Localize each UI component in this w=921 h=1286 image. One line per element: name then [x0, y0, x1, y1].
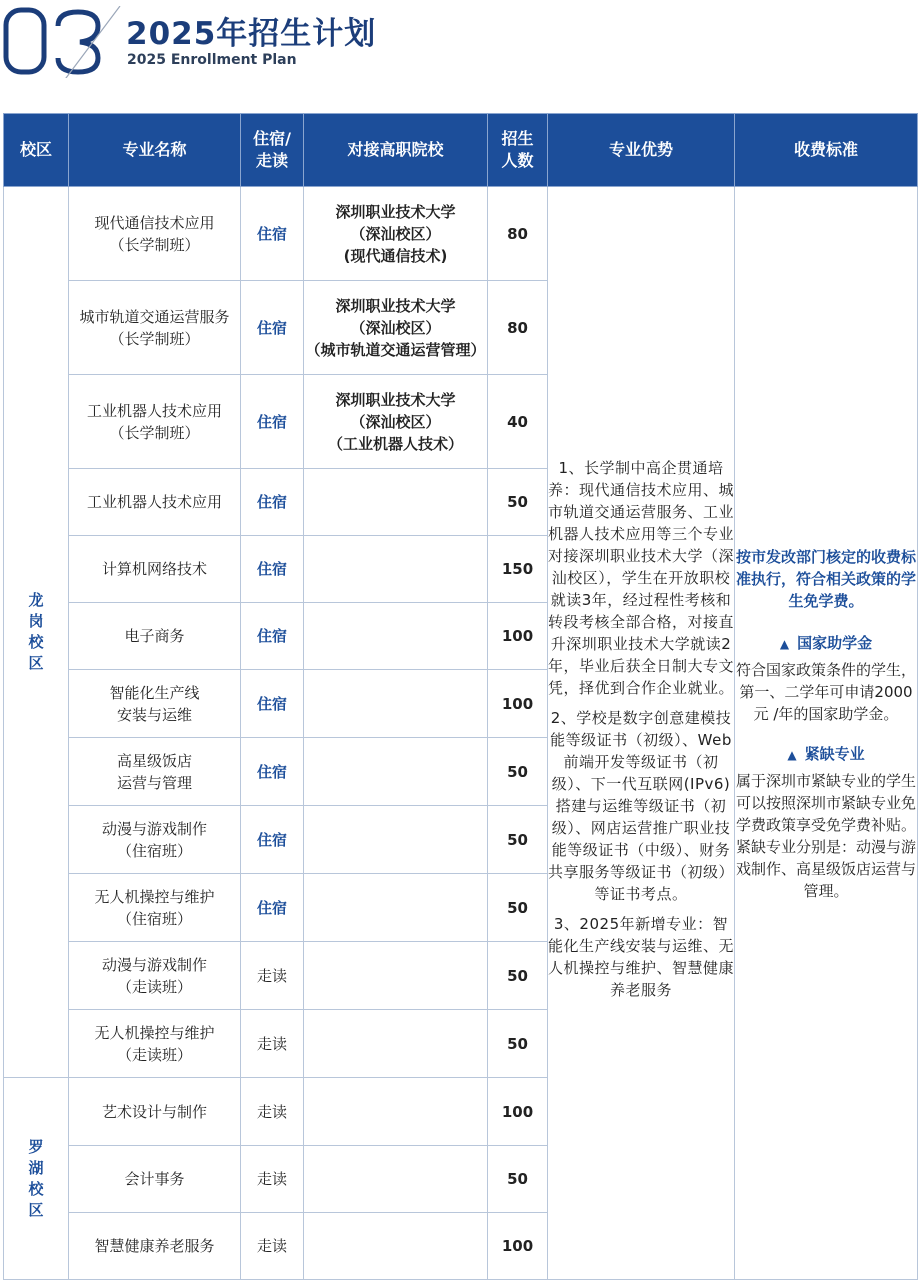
mode-cell: 住宿 [241, 603, 304, 670]
count-cell: 40 [488, 375, 548, 469]
table-header-row [4, 114, 918, 187]
major-line: 无人机操控与维护 [94, 1023, 215, 1042]
shortage-text: 属于深圳市紧缺专业的学生可以按照深圳市紧缺专业免学费政策享受免学费补贴。紧缺专业分别是：动漫与游戏制作、高星级饭店运营与管理。 [735, 772, 916, 900]
major-cell [69, 1078, 241, 1146]
mode-cell: 住宿 [241, 806, 304, 874]
table-row [4, 187, 918, 281]
college-cell [304, 375, 488, 469]
major-line: 会计事务 [124, 1170, 185, 1188]
col-header-advantage: 专业优势 [548, 114, 735, 187]
mode-cell: 走读 [241, 1146, 304, 1213]
major-cell [69, 469, 241, 536]
major-line: 高星级饭店 [116, 751, 192, 770]
major-cell [69, 281, 241, 375]
major-line: 现代通信技术应用 [94, 213, 215, 232]
college-line: （深汕校区） [350, 412, 441, 431]
major-cell [69, 874, 241, 942]
major-line: 运营与管理 [116, 773, 192, 792]
college-line: （深汕校区） [350, 318, 441, 337]
college-cell [304, 806, 488, 874]
major-cell [69, 942, 241, 1010]
college-cell [304, 281, 488, 375]
college-line: （工业机器人技术） [327, 434, 463, 453]
advantage-paragraph: 1、长学制中高企贯通培养：现代通信技术应用、城市轨道交通运营服务、工业机器人技术应用等三个专业对接深圳职业技术大学（深汕校区），学生在开放职校就读3年，经过程性考核和转段考核全部合格，对接直升深圳职业技术大学就读2年，毕业后获全日制大专文凭，择优到合作企业就业。 [548, 459, 735, 697]
count-cell: 50 [488, 738, 548, 806]
major-line: 无人机操控与维护 [94, 887, 215, 906]
major-line: 动漫与游戏制作 [101, 819, 207, 838]
count-cell: 50 [488, 942, 548, 1010]
count-cell: 100 [488, 603, 548, 670]
aid-heading [735, 632, 917, 655]
count-cell: 80 [488, 187, 548, 281]
page-subtitle: 2025 Enrollment Plan [127, 52, 297, 68]
mode-cell: 走读 [241, 1010, 304, 1078]
count-cell: 100 [488, 1213, 548, 1280]
mode-cell: 住宿 [241, 874, 304, 942]
major-line: 工业机器人技术应用 [86, 401, 222, 420]
major-line: 智慧健康养老服务 [94, 1237, 215, 1255]
major-line: 动漫与游戏制作 [101, 955, 207, 974]
major-cell [69, 670, 241, 738]
major-line: （住宿班） [116, 909, 192, 928]
major-cell [69, 536, 241, 603]
major-line: （长学制班） [109, 423, 200, 442]
mode-cell: 住宿 [241, 187, 304, 281]
major-cell [69, 187, 241, 281]
col-header-campus: 校区 [4, 114, 69, 187]
college-line: （深汕校区） [350, 224, 441, 243]
major-line: 安装与运维 [116, 705, 192, 724]
count-cell: 50 [488, 1146, 548, 1213]
advantage-paragraph: 3、2025年新增专业：智能化生产线安装与运维、无人机操控与维护、智慧健康养老服务 [548, 915, 735, 999]
college-line: 深圳职业技术大学 [335, 202, 456, 221]
major-cell [69, 1010, 241, 1078]
col-header-college: 对接高职院校 [304, 114, 488, 187]
count-cell: 80 [488, 281, 548, 375]
mode-cell: 住宿 [241, 281, 304, 375]
major-cell [69, 738, 241, 806]
mode-cell: 住宿 [241, 536, 304, 603]
college-line: （城市轨道交通运营管理） [305, 340, 486, 359]
college-line: 深圳职业技术大学 [335, 296, 456, 315]
college-cell [304, 1078, 488, 1146]
col-header-fee: 收费标准 [735, 114, 918, 187]
major-line: （走读班） [116, 1045, 192, 1064]
college-cell [304, 469, 488, 536]
triangle-icon: ▲ [787, 748, 797, 762]
triangle-icon: ▲ [779, 637, 790, 651]
mode-cell: 住宿 [241, 375, 304, 469]
major-line: 工业机器人技术应用 [86, 493, 222, 511]
major-line: （长学制班） [109, 235, 200, 254]
college-cell [304, 1010, 488, 1078]
major-cell [69, 603, 241, 670]
enrollment-table [3, 113, 918, 1280]
college-cell [304, 187, 488, 281]
major-line: 智能化生产线 [109, 683, 200, 702]
major-line: 电子商务 [124, 627, 185, 645]
college-cell [304, 536, 488, 603]
mode-cell: 走读 [241, 1213, 304, 1280]
shortage-heading-text: 紧缺专业 [804, 745, 865, 763]
count-cell: 50 [488, 1010, 548, 1078]
advantage-paragraph: 2、学校是数字创意建模技能等级证书（初级）、Web前端开发等级证书（初级）、下一代互联网(IPv6)搭建与运维等级证书（初级）、网店运营推广职业技能等级证书（中级）、财务共享服务等级证书（初级）等证书考点。 [548, 709, 735, 903]
campus-cell-luohu [4, 1078, 69, 1280]
college-line: 深圳职业技术大学 [335, 390, 456, 409]
major-cell [69, 1213, 241, 1280]
major-line: 城市轨道交通运营服务 [79, 307, 230, 326]
major-cell [69, 375, 241, 469]
section-number-03 [2, 6, 122, 78]
campus-label: 龙岗校区 [28, 591, 44, 672]
major-cell [69, 806, 241, 874]
college-cell [304, 1146, 488, 1213]
mode-cell: 走读 [241, 1078, 304, 1146]
campus-cell-longgang [4, 187, 69, 1078]
col-header-boarding-text: 住宿/走读 [253, 129, 291, 170]
college-cell [304, 1213, 488, 1280]
major-line: 艺术设计与制作 [101, 1102, 207, 1121]
shortage-heading [735, 743, 917, 766]
mode-cell: 住宿 [241, 469, 304, 536]
college-cell [304, 670, 488, 738]
col-header-boarding [241, 114, 304, 187]
mode-cell: 走读 [241, 942, 304, 1010]
mode-cell: 住宿 [241, 670, 304, 738]
fee-cell [735, 187, 918, 1280]
count-cell: 100 [488, 1078, 548, 1146]
col-header-count-text: 招生人数 [501, 129, 534, 170]
page-header [0, 0, 921, 110]
major-line: （住宿班） [116, 841, 192, 860]
major-line: （长学制班） [109, 329, 200, 348]
aid-heading-text: 国家助学金 [797, 634, 873, 652]
count-cell: 150 [488, 536, 548, 603]
aid-text: 符合国家政策条件的学生，第一、二学年可申请2000元 /年的国家助学金。 [735, 661, 916, 723]
mode-cell: 住宿 [241, 738, 304, 806]
count-cell: 50 [488, 469, 548, 536]
col-header-major: 专业名称 [69, 114, 241, 187]
college-cell [304, 738, 488, 806]
col-header-count [488, 114, 548, 187]
major-line: （走读班） [116, 977, 192, 996]
campus-label: 罗湖校区 [28, 1137, 44, 1219]
college-cell [304, 874, 488, 942]
fee-main-text: 按市发改部门核定的收费标准执行，符合相关政策的学生免学费。 [735, 548, 916, 610]
college-cell [304, 942, 488, 1010]
page-title: 2025年招生计划 [126, 16, 377, 52]
table-body [4, 187, 918, 1280]
count-cell: 100 [488, 670, 548, 738]
major-line: 计算机网络技术 [101, 560, 207, 578]
college-line: (现代通信技术) [343, 246, 448, 265]
major-cell [69, 1146, 241, 1213]
count-cell: 50 [488, 806, 548, 874]
count-cell: 50 [488, 874, 548, 942]
college-cell [304, 603, 488, 670]
advantages-cell [548, 187, 735, 1280]
